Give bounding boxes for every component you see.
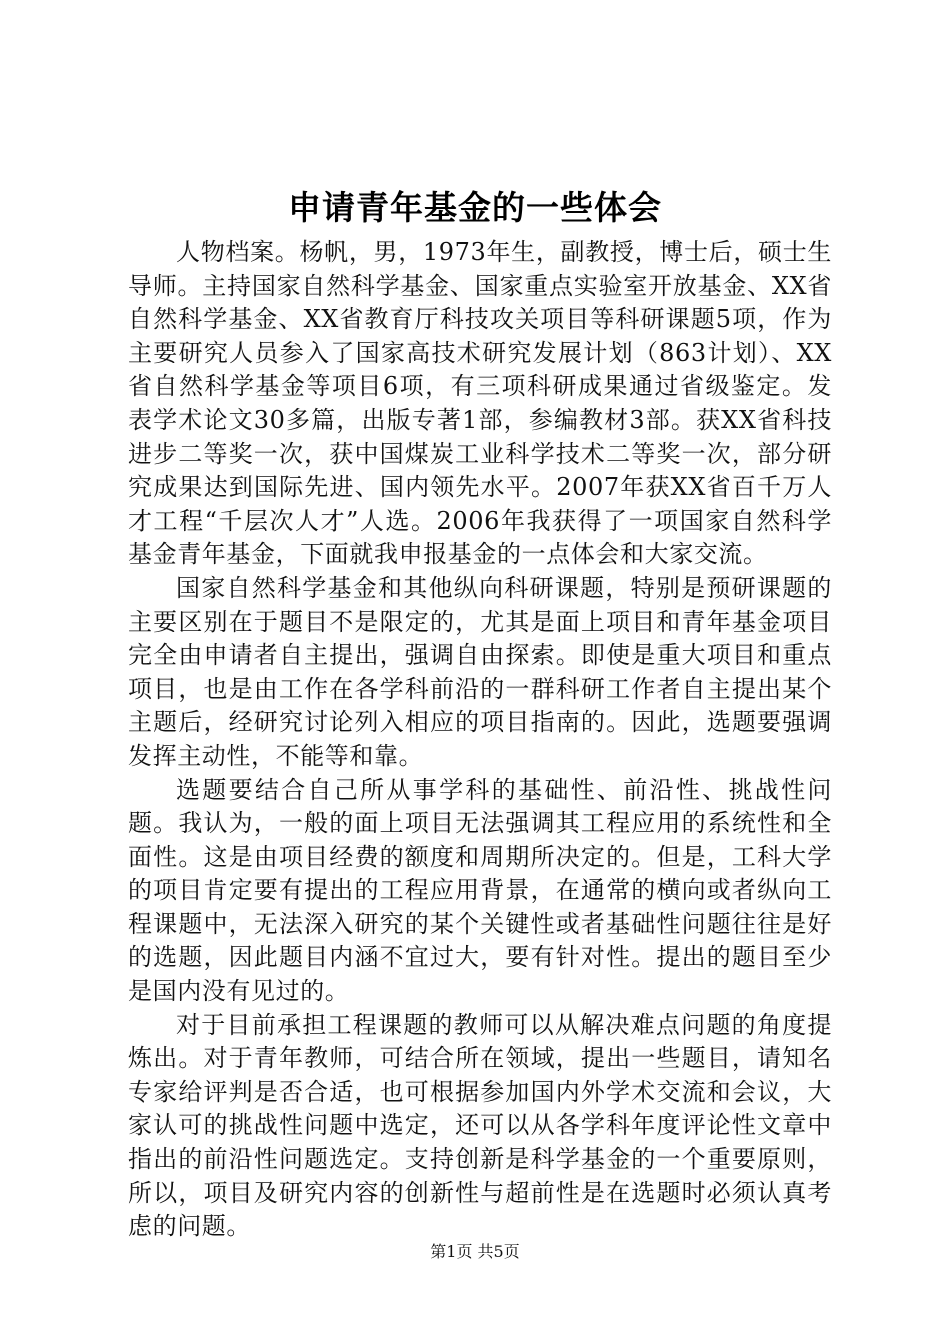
page-number-footer: 第1页 共5页 <box>430 1242 520 1261</box>
paragraph-advice: 对于目前承担工程课题的教师可以从解决难点问题的角度提炼出。对于青年教师，可结合所在领域，提出一些题目，请知名专家给评判是否合适，也可根据参加国内外学术交流和会议，大家认可的挑战性问题中选定，还可以从各学科年度评论性文章中指出的前沿性问题选定。支持创新是科学基金的一个重要原则，所以，项目及研究内容的创新性与超前性是在选题时必须认真考虑的问题。 <box>128 1010 832 1241</box>
document-body <box>128 236 832 1244</box>
paragraph-research-direction: 选题要结合自己所从事学科的基础性、前沿性、挑战性问题。我认为，一般的面上项目无法强调其工程应用的系统性和全面性。这是由项目经费的额度和周期所决定的。但是，工科大学的项目肯定要有提出的工程应用背景，在通常的横向或者纵向工程课题中，无法深入研究的某个关键性或者基础性问题往往是好的选题，因此题目内涵不宜过大，要有针对性。提出的题目至少是国内没有见过的。 <box>128 775 832 1006</box>
paragraph-topic-selection: 国家自然科学基金和其他纵向科研课题，特别是预研课题的主要区别在于题目不是限定的，尤其是面上项目和青年基金项目完全由申请者自主提出，强调自由探索。即使是重大项目和重点项目，也是由工作在各学科前沿的一群科研工作者自主提出某个主题后，经研究讨论列入相应的项目指南的。因此，选题要强调发挥主动性，不能等和靠。 <box>128 573 832 770</box>
document-title: 申请青年基金的一些体会 <box>288 188 662 227</box>
paragraph-profile: 人物档案。杨帆，男，1973年生，副教授，博士后，硕士生导师。主持国家自然科学基金、国家重点实验室开放基金、XX省自然科学基金、XX省教育厅科技攻关项目等科研课题5项，作为主要研究人员参入了国家高技术研究发展计划（863计划）、XX省自然科学基金等项目6项，有三项科研成果通过省级鉴定。发表学术论文30多篇，出版专著1部，参编教材3部。获XX省科技进步二等奖一次，获中国煤炭工业科学技术二等奖一次，部分研究成果达到国际先进、国内领先水平。2007年获XX省百千万人才工程“千层次人才”人选。2006年我获得了一项国家自然科学基金青年基金，下面就我申报基金的一点体会和大家交流。 <box>128 238 832 569</box>
